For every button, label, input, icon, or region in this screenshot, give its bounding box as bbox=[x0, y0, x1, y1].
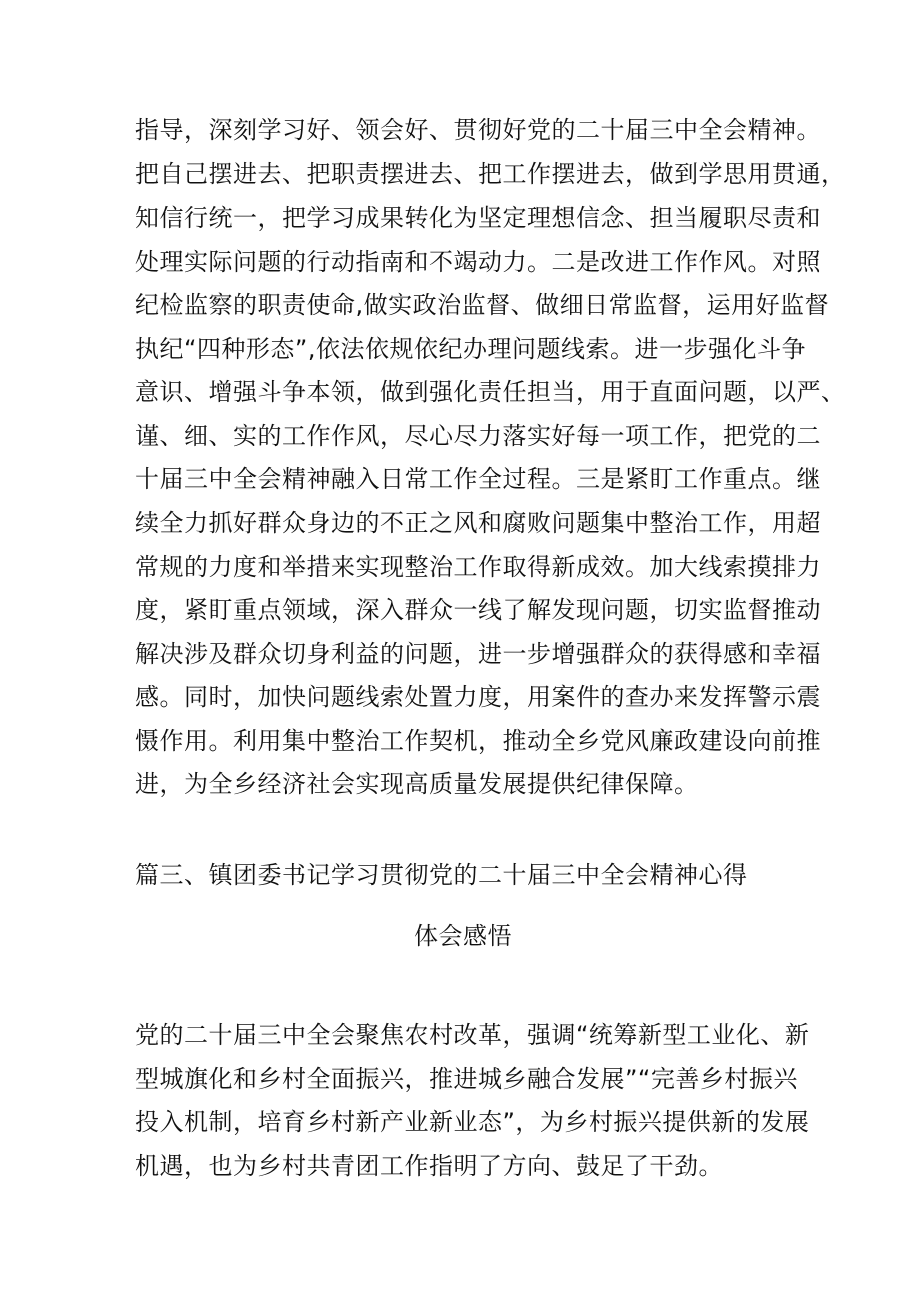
body-text-line: 谨、细、实的工作作风，尽心尽力落实好每一项工作，把党的二 bbox=[135, 422, 821, 450]
body-text-line: 党的二十届三中全会聚焦农村改革，强调“统筹新型工业化、新 bbox=[135, 1021, 810, 1049]
body-text-line: 机遇，也为乡村共青团工作指明了方向、鼓足了干劲。 bbox=[135, 1152, 723, 1180]
body-text-line: 续全力抓好群众身边的不正之风和腐败问题集中整治工作，用超 bbox=[135, 509, 821, 537]
body-text-line: 把自己摆进去、把职责摆进去、把工作摆进去，做到学思用贯通， bbox=[135, 160, 846, 188]
body-text-line: 度，紧盯重点领域，深入群众一线了解发现问题，切实监督推动 bbox=[135, 596, 821, 624]
body-text-line: 处理实际问题的行动指南和不竭动力。二是改进工作作风。对照 bbox=[135, 248, 821, 276]
body-text-line: 意识、增强斗争本领，做到强化责任担当，用于直面问题，以严、 bbox=[135, 378, 846, 406]
body-text-line: 常规的力度和举措来实现整治工作取得新成效。加大线索摸排力 bbox=[135, 553, 821, 581]
body-text-line: 执纪“四种形态”,依法依规依纪办理问题线索。进一步强化斗争 bbox=[135, 335, 806, 363]
body-text-line: 型城旗化和乡村全面振兴，推进城乡融合发展”“完善乡村振兴 bbox=[135, 1065, 798, 1093]
body-text-line: 感。同时，加快问题线索处置力度，用案件的查办来发挥警示震 bbox=[135, 683, 821, 711]
section-title-line2: 体会感悟 bbox=[414, 922, 512, 950]
section-title-line1: 篇三、镇团委书记学习贯彻党的二十届三中全会精神心得 bbox=[135, 861, 748, 889]
body-text-line: 十届三中全会精神融入日常工作全过程。三是紧盯工作重点。继 bbox=[135, 465, 821, 493]
body-text-line: 进，为全乡经济社会实现高质量发展提供纪律保障。 bbox=[135, 770, 699, 798]
body-text-line: 知信行统一，把学习成果转化为坚定理想信念、担当履职尽责和 bbox=[135, 204, 821, 232]
body-text-line: 纪检监察的职责使命,做实政治监督、做细日常监督，运用好监督 bbox=[135, 291, 830, 319]
body-text-line: 慑作用。利用集中整治工作契机，推动全乡党风廉政建设向前推 bbox=[135, 727, 821, 755]
body-text-line: 解决涉及群众切身利益的问题，进一步增强群众的获得感和幸福 bbox=[135, 640, 821, 668]
body-text-line: 投入机制，培育乡村新产业新业态”，为乡村振兴提供新的发展 bbox=[135, 1108, 810, 1136]
body-text-line: 指导，深刻学习好、领会好、贯彻好党的二十届三中全会精神。 bbox=[135, 116, 821, 144]
